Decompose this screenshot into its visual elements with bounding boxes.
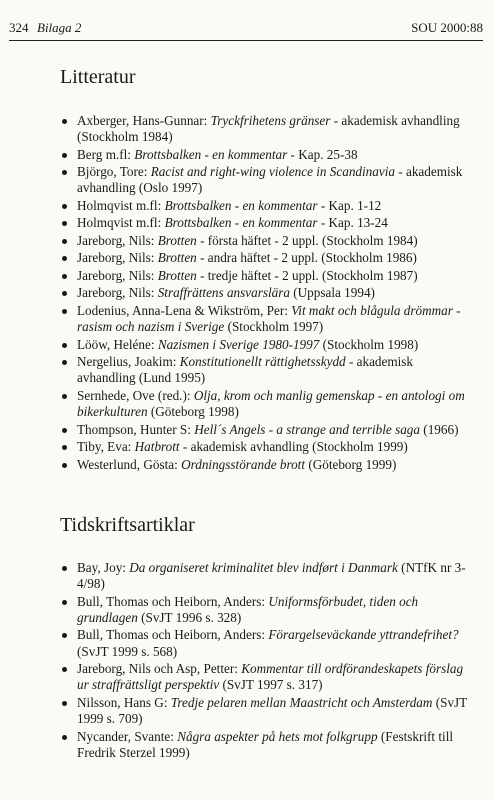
page-number: 324 [9, 20, 29, 35]
reference-item [60, 337, 473, 353]
reference-item [60, 268, 473, 284]
reference-title: Straffrättens ansvarslära [157, 285, 290, 301]
reference-title: Brottsbalken - en kommentar [164, 197, 318, 213]
reference-title: Uniformsförbudet, tiden och grundlagen [77, 593, 419, 625]
reference-author: Nergelius, Joakim: [77, 354, 180, 370]
report-code: SOU 2000:88 [411, 20, 483, 35]
reference-author: Bull, Thomas och Heiborn, Anders: [77, 593, 269, 609]
reference-author: Westerlund, Gösta: [77, 456, 182, 472]
reference-author: Thompson, Hunter S: [77, 421, 195, 437]
reference-details: (Festskrift till Fredrik Sterzel 1999) [77, 728, 454, 760]
reference-title: Vit makt och blågula drömmar - rasism och nazism i Sverige [77, 302, 461, 335]
reference-details: (1966) [420, 421, 459, 437]
reference-author: Holmqvist m.fl: [77, 215, 165, 231]
reference-item [60, 439, 473, 455]
reference-item [60, 695, 473, 727]
reference-title: Tredje pelaren mellan Maastricht och Amsterdam [170, 694, 433, 710]
reference-author: Sernhede, Ove (red.): [77, 387, 194, 403]
reference-title: Nazismen i Sverige 1980-1997 [157, 336, 320, 352]
reference-title: Hatbrott [134, 439, 180, 455]
reference-item [60, 457, 473, 473]
reference-title: Några aspekter på hets mot folkgrupp [177, 728, 378, 744]
literature-list [60, 113, 473, 474]
reference-title: Ordningsstörande brott [181, 456, 306, 472]
reference-author: Bull, Thomas och Heiborn, Anders: [77, 627, 269, 643]
reference-details: (SvJT 1999 s. 568) [77, 643, 178, 659]
reference-author: Jareborg, Nils och Asp, Petter: [77, 661, 242, 677]
reference-item [60, 560, 473, 592]
reference-details: (Göteborg 1999) [305, 456, 397, 472]
reference-details: (Stockholm 1997) [224, 319, 324, 335]
journal-articles-list [60, 560, 473, 762]
reference-item [60, 422, 473, 438]
reference-item [60, 627, 473, 659]
reference-item [60, 113, 473, 145]
reference-details: - Kap. 25-38 [287, 146, 358, 162]
reference-title: Racist and right-wing violence in Scandinavia [150, 164, 395, 180]
reference-item [60, 164, 473, 196]
reference-details: (SvJT 1997 s. 317) [219, 677, 323, 693]
reference-details: - Kap. 1-12 [317, 197, 382, 213]
reference-author: Tiby, Eva: [77, 439, 135, 455]
reference-title: Brotten [157, 250, 197, 266]
running-head: Bilaga 2 [37, 20, 82, 35]
reference-author: Jareborg, Nils: [77, 232, 158, 248]
reference-title: Da organiseret kriminalitet blev indført i Danmark [129, 560, 398, 575]
reference-details: (SvJT 1999 s. 709) [77, 694, 468, 727]
reference-author: Bay, Joy: [77, 560, 130, 575]
reference-title: Kommentar till ordförandeskapets förslag ur straffrättsligt perspektiv [77, 661, 464, 693]
reference-item [60, 729, 473, 761]
reference-title: Brotten [157, 267, 197, 283]
reference-author: Jareborg, Nils: [77, 267, 158, 283]
reference-author: Holmqvist m.fl: [77, 197, 165, 213]
section-title-literature: Litteratur [60, 66, 136, 88]
reference-item [60, 233, 473, 249]
reference-author: Björgo, Tore: [77, 164, 151, 180]
reference-title: Hell´s Angels - a strange and terrible saga [194, 421, 420, 437]
reference-item [60, 285, 473, 301]
reference-details: - akademisk avhandling (Stockholm 1984) [77, 113, 460, 145]
reference-details: - tredje häftet - 2 uppl. (Stockholm 1987) [196, 267, 418, 283]
reference-details: - akademisk avhandling (Lund 1995) [77, 354, 414, 386]
reference-details: - andra häftet - 2 uppl. (Stockholm 1986) [196, 250, 417, 266]
reference-author: Jareborg, Nils: [77, 250, 158, 266]
reference-item [60, 594, 473, 626]
reference-title: Förargelseväckande yttrandefrihet? [268, 627, 459, 643]
reference-details: - första häftet - 2 uppl. (Stockholm 1984) [196, 232, 418, 248]
reference-title: Tryckfrihetens gränser [210, 113, 331, 128]
reference-title: Brottsbalken - en kommentar [134, 146, 288, 162]
reference-author: Lööw, Heléne: [77, 336, 158, 352]
reference-author: Nilsson, Hans G: [77, 694, 171, 710]
reference-item [60, 661, 473, 693]
reference-details: (NTfK nr 3-4/98) [77, 560, 466, 592]
reference-item [60, 147, 473, 163]
reference-item [60, 198, 473, 214]
reference-details: - akademisk avhandling (Oslo 1997) [77, 164, 463, 196]
reference-details: - Kap. 13-24 [317, 215, 388, 231]
reference-item [60, 250, 473, 266]
reference-item [60, 354, 473, 386]
section-title-journal-articles: Tidskriftsartiklar [60, 514, 195, 536]
reference-author: Lodenius, Anna-Lena & Wikström, Per: [77, 302, 292, 318]
reference-author: Jareborg, Nils: [77, 285, 158, 301]
reference-item [60, 388, 473, 420]
reference-details: (Stockholm 1998) [319, 336, 419, 352]
reference-author: Axberger, Hans-Gunnar: [77, 113, 211, 128]
reference-details: - akademisk avhandling (Stockholm 1999) [179, 439, 408, 455]
reference-author: Berg m.fl: [77, 146, 135, 162]
reference-item [60, 303, 473, 335]
reference-author: Nycander, Svante: [77, 728, 178, 744]
reference-item [60, 215, 473, 231]
reference-details: (SvJT 1996 s. 328) [137, 609, 242, 625]
reference-title: Brottsbalken - en kommentar [164, 215, 318, 231]
reference-title: Olja, krom och manlig gemenskap - en antologi om bikerkulturen [77, 387, 465, 420]
page-header [9, 18, 483, 41]
reference-details: (Göteborg 1998) [147, 404, 239, 420]
reference-title: Konstitutionellt rättighetsskydd [179, 354, 346, 370]
reference-details: (Uppsala 1994) [289, 285, 375, 301]
reference-title: Brotten [157, 232, 197, 248]
